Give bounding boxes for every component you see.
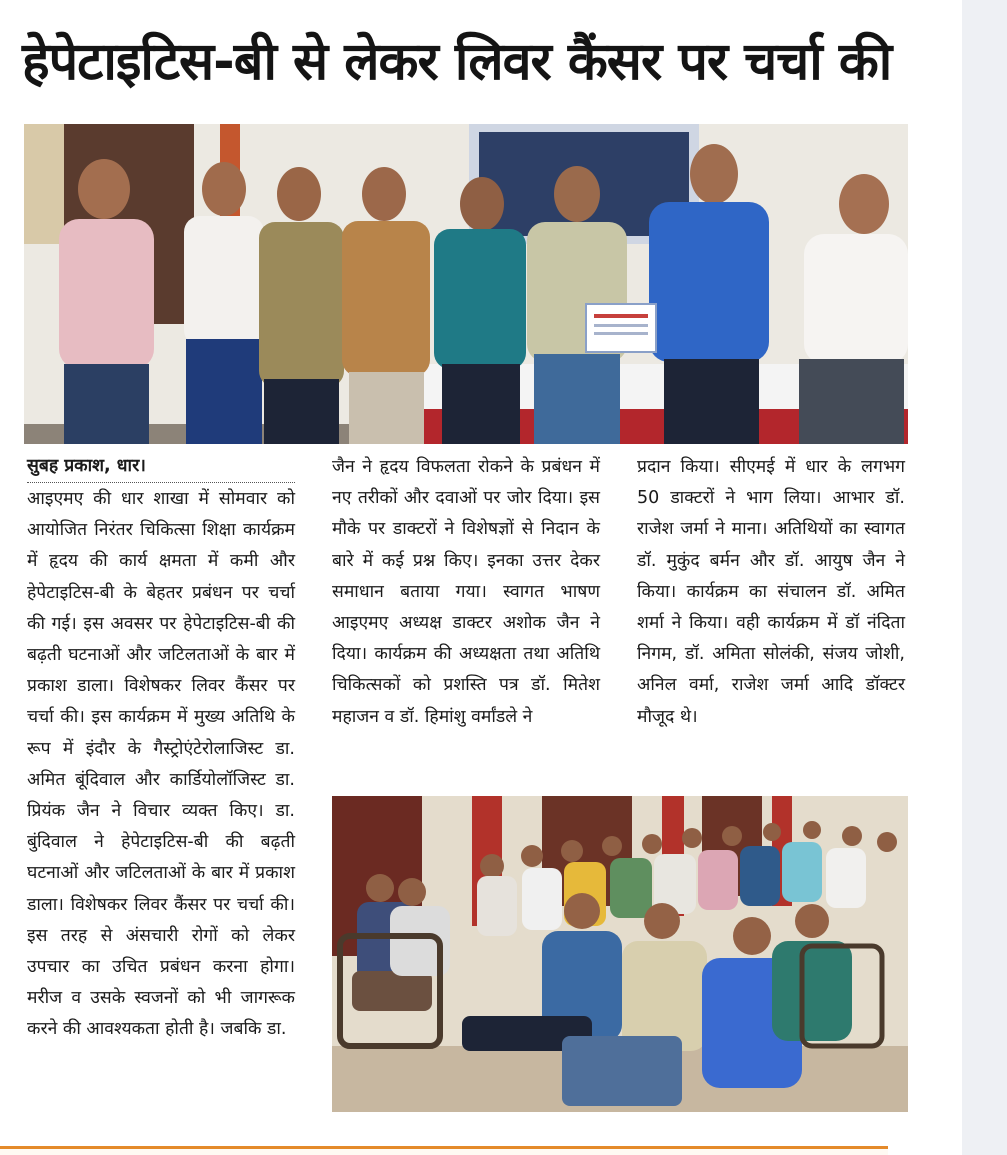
article-column-3 bbox=[637, 452, 905, 733]
page-margin bbox=[962, 0, 1007, 1155]
column-1-text: आइएमए की धार शाखा में सोमवार को आयोजित निरंतर चिकित्सा शिक्षा कार्यक्रम में हृदय की कार्य क्षमता में कमी और हेपेटाइटिस-बी के बेहतर प्रबंधन पर चर्चा की गई। इस अवसर पर हेपेटाइटिस-बी की बढ़ती घटनाओं और जटिलताओं के बार में प्रकाश डाला। विशेषकर लिवर कैंसर पर चर्चा की। इस कार्यक्रम में मुख्य अतिथि के रूप में इंदौर के गैस्ट्रोएंटेरोलाजिस्ट डा. अमित बूंदिवाल और कार्डियोलॉजिस्ट डा. प्रियंक जैन ने विचार व्यक्त किए। डा. बुंदिवाल ने हेपेटाइटिस-बी की बढ़ती घटनाओं और जटिलताओं के बार में प्रकाश डाला। विशेषकर लिवर कैंसर पर चर्चा की। इस तरह से अंसचारी रोगों को लेकर उपचार का उचित प्रबंधन करना होगा। मरीज व उसके स्वजनों को भी जागरूक करने की आवश्यकता होती है। जबकि डा. bbox=[27, 489, 295, 1040]
bottom-divider bbox=[0, 1146, 888, 1155]
column-3-text: प्रदान किया। सीएमई में धार के लगभग 50 डाक्टरों ने भाग लिया। आभार डॉ. राजेश जर्मा ने माना। अतिथियों का स्वागत डॉ. मुकुंद बर्मन और डॉ. आयुष जैन ने किया। कार्यक्रम का संचालन डॉ. अमित शर्मा ने किया। वही कार्यक्रम में डॉ नंदिता निगम, डॉ. अमिता सोलंकी, संजय जोशी, अनिल वर्मा, राजेश जर्मा आदि डॉक्टर मौजूद थे। bbox=[637, 457, 905, 727]
headline: हेपेटाइटिस-बी से लेकर लिवर कैंसर पर चर्चा की bbox=[22, 32, 892, 92]
article-column-2 bbox=[332, 452, 600, 733]
audience-photo bbox=[332, 796, 908, 1112]
dateline: सुबह प्रकाश, धार। bbox=[27, 452, 295, 483]
column-2-text: जैन ने हृदय विफलता रोकने के प्रबंधन में नए तरीकों और दवाओं पर जोर दिया। इस मौके पर डाक्टरों ने विशेषज्ञों से निदान के बारे में कई प्रश्न किए। इनका उत्तर देकर समाधान बताया गया। स्वागत भाषण आइएमए अध्यक्ष डाक्टर अशोक जैन ने दिया। कार्यक्रम की अध्यक्षता तथा अतिथि चिकित्सकों को प्रशस्ति पत्र डॉ. मितेश महाजन व डॉ. हिमांशु वर्मांडले ने bbox=[332, 457, 600, 727]
group-photo bbox=[24, 124, 908, 444]
article-column-1 bbox=[27, 484, 295, 1046]
